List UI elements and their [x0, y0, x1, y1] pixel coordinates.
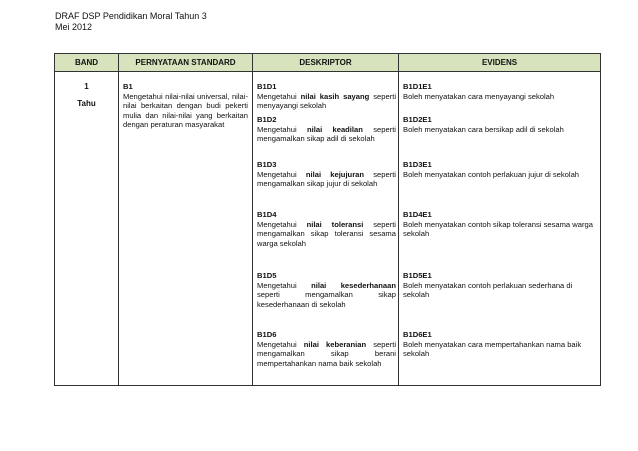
table-row: [55, 72, 601, 386]
evidence-text: Boleh menyatakan cara menyayangi sekolah: [403, 91, 555, 101]
evidence-code: B1D4E1: [403, 210, 432, 219]
evidence-item: [399, 115, 600, 160]
descriptor-item: [253, 115, 398, 160]
descriptor-text: Mengetahui nilai keberanian seperti mengamalkan sikap berani mempertahankan nama baik sekolah: [257, 339, 397, 368]
descriptor-text: Mengetahui nilai kejujuran seperti mengamalkan sikap jujur di sekolah: [257, 169, 396, 189]
standard-cell: [119, 72, 253, 386]
header-evidence: EVIDENS: [399, 54, 601, 72]
band-number: 1: [84, 82, 89, 91]
evidence-text: Boleh menyatakan contoh perlakuan jujur di sekolah: [403, 169, 580, 179]
descriptor-item: [253, 330, 398, 385]
standard-code: B1: [123, 82, 133, 91]
value-name: nilai kesederhanaan: [311, 280, 396, 290]
descriptor-code: B1D6: [257, 330, 277, 339]
value-name: nilai keberanian: [303, 339, 367, 349]
evidence-item: [399, 271, 600, 330]
header-descriptor: DESKRIPTOR: [253, 54, 399, 72]
band-cell: [55, 72, 119, 386]
descriptor-text: Mengetahui nilai keadilan seperti mengamalkan sikap adil di sekolah: [257, 124, 396, 144]
evidence-item: [399, 210, 600, 271]
descriptor-code: B1D3: [257, 160, 277, 169]
value-name: nilai kejujuran: [305, 169, 365, 179]
header-band: BAND: [55, 54, 119, 72]
evidence-code: B1D2E1: [403, 115, 432, 124]
standards-table: [54, 53, 601, 386]
descriptor-code: B1D5: [257, 271, 277, 280]
header-standard: PERNYATAAN STANDARD: [119, 54, 253, 72]
value-name: nilai kasih sayang: [300, 91, 370, 101]
evidence-item: [399, 72, 600, 115]
document-header: [55, 11, 207, 33]
document-title: DRAF DSP Pendidikan Moral Tahun 3: [55, 11, 207, 21]
evidence-code: B1D1E1: [403, 82, 432, 91]
evidence-text: Boleh menyatakan cara mempertahankan nama baik sekolah: [403, 339, 582, 359]
descriptor-code: B1D2: [257, 115, 277, 124]
evidence-text: Boleh menyatakan cara bersikap adil di sekolah: [403, 124, 564, 134]
descriptor-text: Mengetahui nilai kesederhanaan seperti mengamalkan sikap kesederhanaan di sekolah: [257, 280, 396, 309]
band-label: Tahu: [77, 99, 96, 108]
evidence-text: Boleh menyatakan contoh sikap toleransi sesama warga sekolah: [403, 219, 593, 239]
descriptor-item: [253, 160, 398, 210]
evidence-cell: [399, 72, 601, 386]
descriptor-text: Mengetahui nilai kasih sayang seperti menyayangi sekolah: [257, 91, 397, 111]
evidence-code: B1D3E1: [403, 160, 432, 169]
descriptor-item: [253, 72, 398, 115]
descriptor-code: B1D1: [257, 82, 277, 91]
evidence-text: Boleh menyatakan contoh perlakuan sederhana di sekolah: [403, 280, 573, 300]
descriptor-item: [253, 210, 398, 271]
descriptor-code: B1D4: [257, 210, 277, 219]
evidence-item: [399, 330, 600, 385]
standard-text: Mengetahui nilai-nilai universal, nilai-nilai berkaitan dengan budi pekerti mulia dan nilai-nilai yang berkaitan dengan peraturan masyarakat: [123, 91, 248, 130]
evidence-code: B1D5E1: [403, 271, 432, 280]
descriptor-cell: [253, 72, 399, 386]
descriptor-text: Mengetahui nilai toleransi seperti mengamalkan sikap toleransi sesama warga sekolah: [257, 219, 396, 248]
table-header-row: [55, 54, 601, 72]
document-date: Mei 2012: [55, 22, 93, 32]
value-name: nilai keadilan: [307, 124, 363, 134]
evidence-code: B1D6E1: [403, 330, 432, 339]
evidence-item: [399, 160, 600, 210]
descriptor-item: [253, 271, 398, 330]
value-name: nilai toleransi: [306, 219, 364, 229]
